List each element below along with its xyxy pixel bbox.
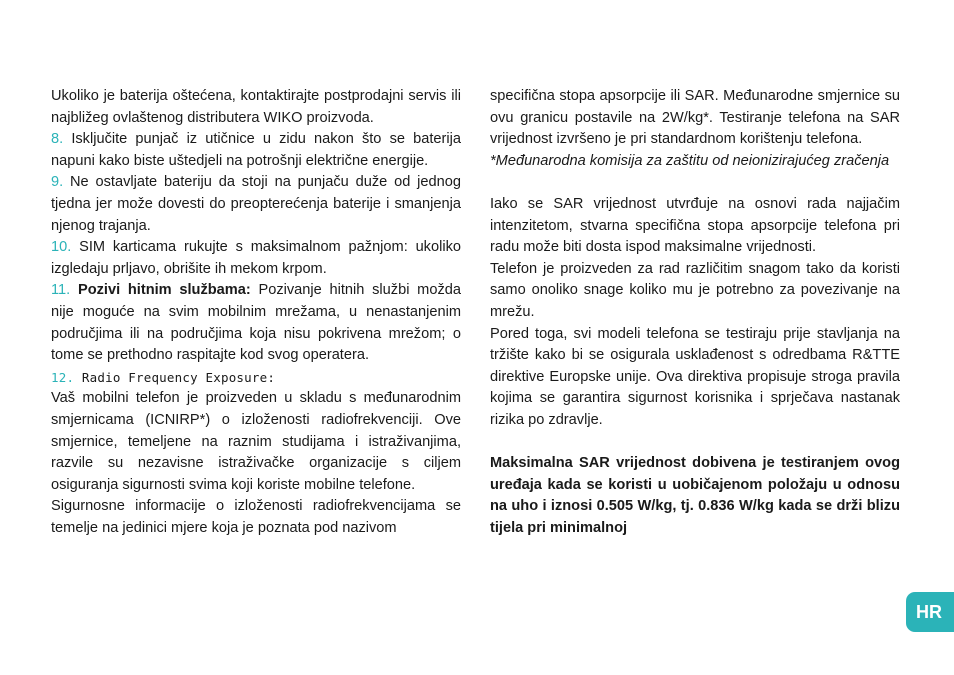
item-number: 10.: [51, 239, 72, 256]
rtte-paragraph: Pored toga, svi modeli telefona se testiraju prije stavljanja na tržište kako bi se osigurala usklađenost s odredbama R&TTE direktive Europske unije. Ova direktiva propisuje stroga pravila kojima se garantira sigurnost korisnika i sprječava nastanak rizika po zdravlje.: [490, 325, 900, 428]
item-number: 11.: [51, 282, 71, 299]
max-sar-paragraph: Maksimalna SAR vrijednost dobivena je testiranjem ovog uređaja kada se koristi u uobičajenom položaju u odnosu na uho i iznosi 0.505 W/kg, tj. 0.836 W/kg kada se drži blizu tijela pri minimalnoj: [490, 455, 900, 536]
sar-intro-paragraph: Sigurnosne informacije o izloženosti radiofrekvencijama se temelje na jedinici mjere koja je poznata pod nazivom: [51, 498, 461, 536]
right-column: [490, 86, 900, 539]
left-column: [51, 86, 461, 539]
sar-definition-paragraph: specifična stopa apsorpcije ili SAR. Međunarodne smjernice su ovu granicu postavile na 2W/kg*. Testiranje telefona na SAR vrijednost izvršeno je pri standardnom korištenju telefona.: [490, 88, 900, 148]
item-number: 12.: [51, 369, 75, 385]
item-text: Pozivanje hitnih službi možda nije moguće na svim mobilnim mrežama, u nenastanjenim područjima ili na područjima koja nisu pokrivena mrežom; o tome se prethodno raspitajte kod svog operatera.: [51, 282, 461, 364]
item-number: 8.: [51, 131, 64, 148]
item-text: Ne ostavljate bateriju da stoji na punjaču duže od jednog tjedna jer može dovesti do preopterećenja baterije i smanjenja njenog trajanja.: [51, 174, 461, 234]
list-item-9: [51, 172, 461, 237]
sar-value-paragraph: Iako se SAR vrijednost utvrđuje na osnovi rada najjačim intenzitetom, stvarna specifična stopa apsorpcije telefona pri radu može biti dosta ispod maksimalne vrijednosti.: [490, 195, 900, 256]
list-item-12-heading: [51, 367, 461, 389]
item-number: 9.: [51, 174, 64, 191]
power-paragraph: Telefon je proizveden za rad različitim snagom tako da koristi samo onoliko snage koliko mu je potrebno za povezivanje na mrežu.: [490, 260, 900, 320]
section-heading: Radio Frequency Exposure:: [74, 369, 276, 385]
list-item-8: [51, 129, 461, 172]
battery-damage-paragraph: Ukoliko je baterija oštećena, kontaktirajte postprodajni servis ili najbližeg ovlaštenog distributera WIKO proizvoda.: [51, 88, 461, 126]
language-tab: HR: [906, 592, 954, 632]
list-item-10: [51, 237, 461, 280]
list-item-11: [51, 280, 461, 366]
item-bold-lead: Pozivi hitnim službama:: [70, 282, 251, 299]
spacer: [490, 432, 900, 454]
rf-exposure-paragraph: Vaš mobilni telefon je proizveden u skladu s međunarodnim smjernicama (ICNIRP*) o izloženosti radiofrekvenciji. Ove smjernice, temeljene na raznim studijama i istraživanjima, razvile su nezavisne istraživačke organizacije s ciljem osiguranja sigurnosti svima koji koriste mobilne telefone.: [51, 390, 461, 493]
item-text: SIM karticama rukujte s maksimalnom pažnjom: ukoliko izgledaju prljavo, obrišite ih mekom krpom.: [51, 239, 461, 277]
spacer: [490, 172, 900, 194]
item-text: Isključite punjač iz utičnice u zidu nakon što se baterija napuni kako biste uštedjeli na potrošnji električne energije.: [51, 131, 461, 169]
footnote: *Međunarodna komisija za zaštitu od neionizirajućeg zračenja: [490, 152, 890, 169]
